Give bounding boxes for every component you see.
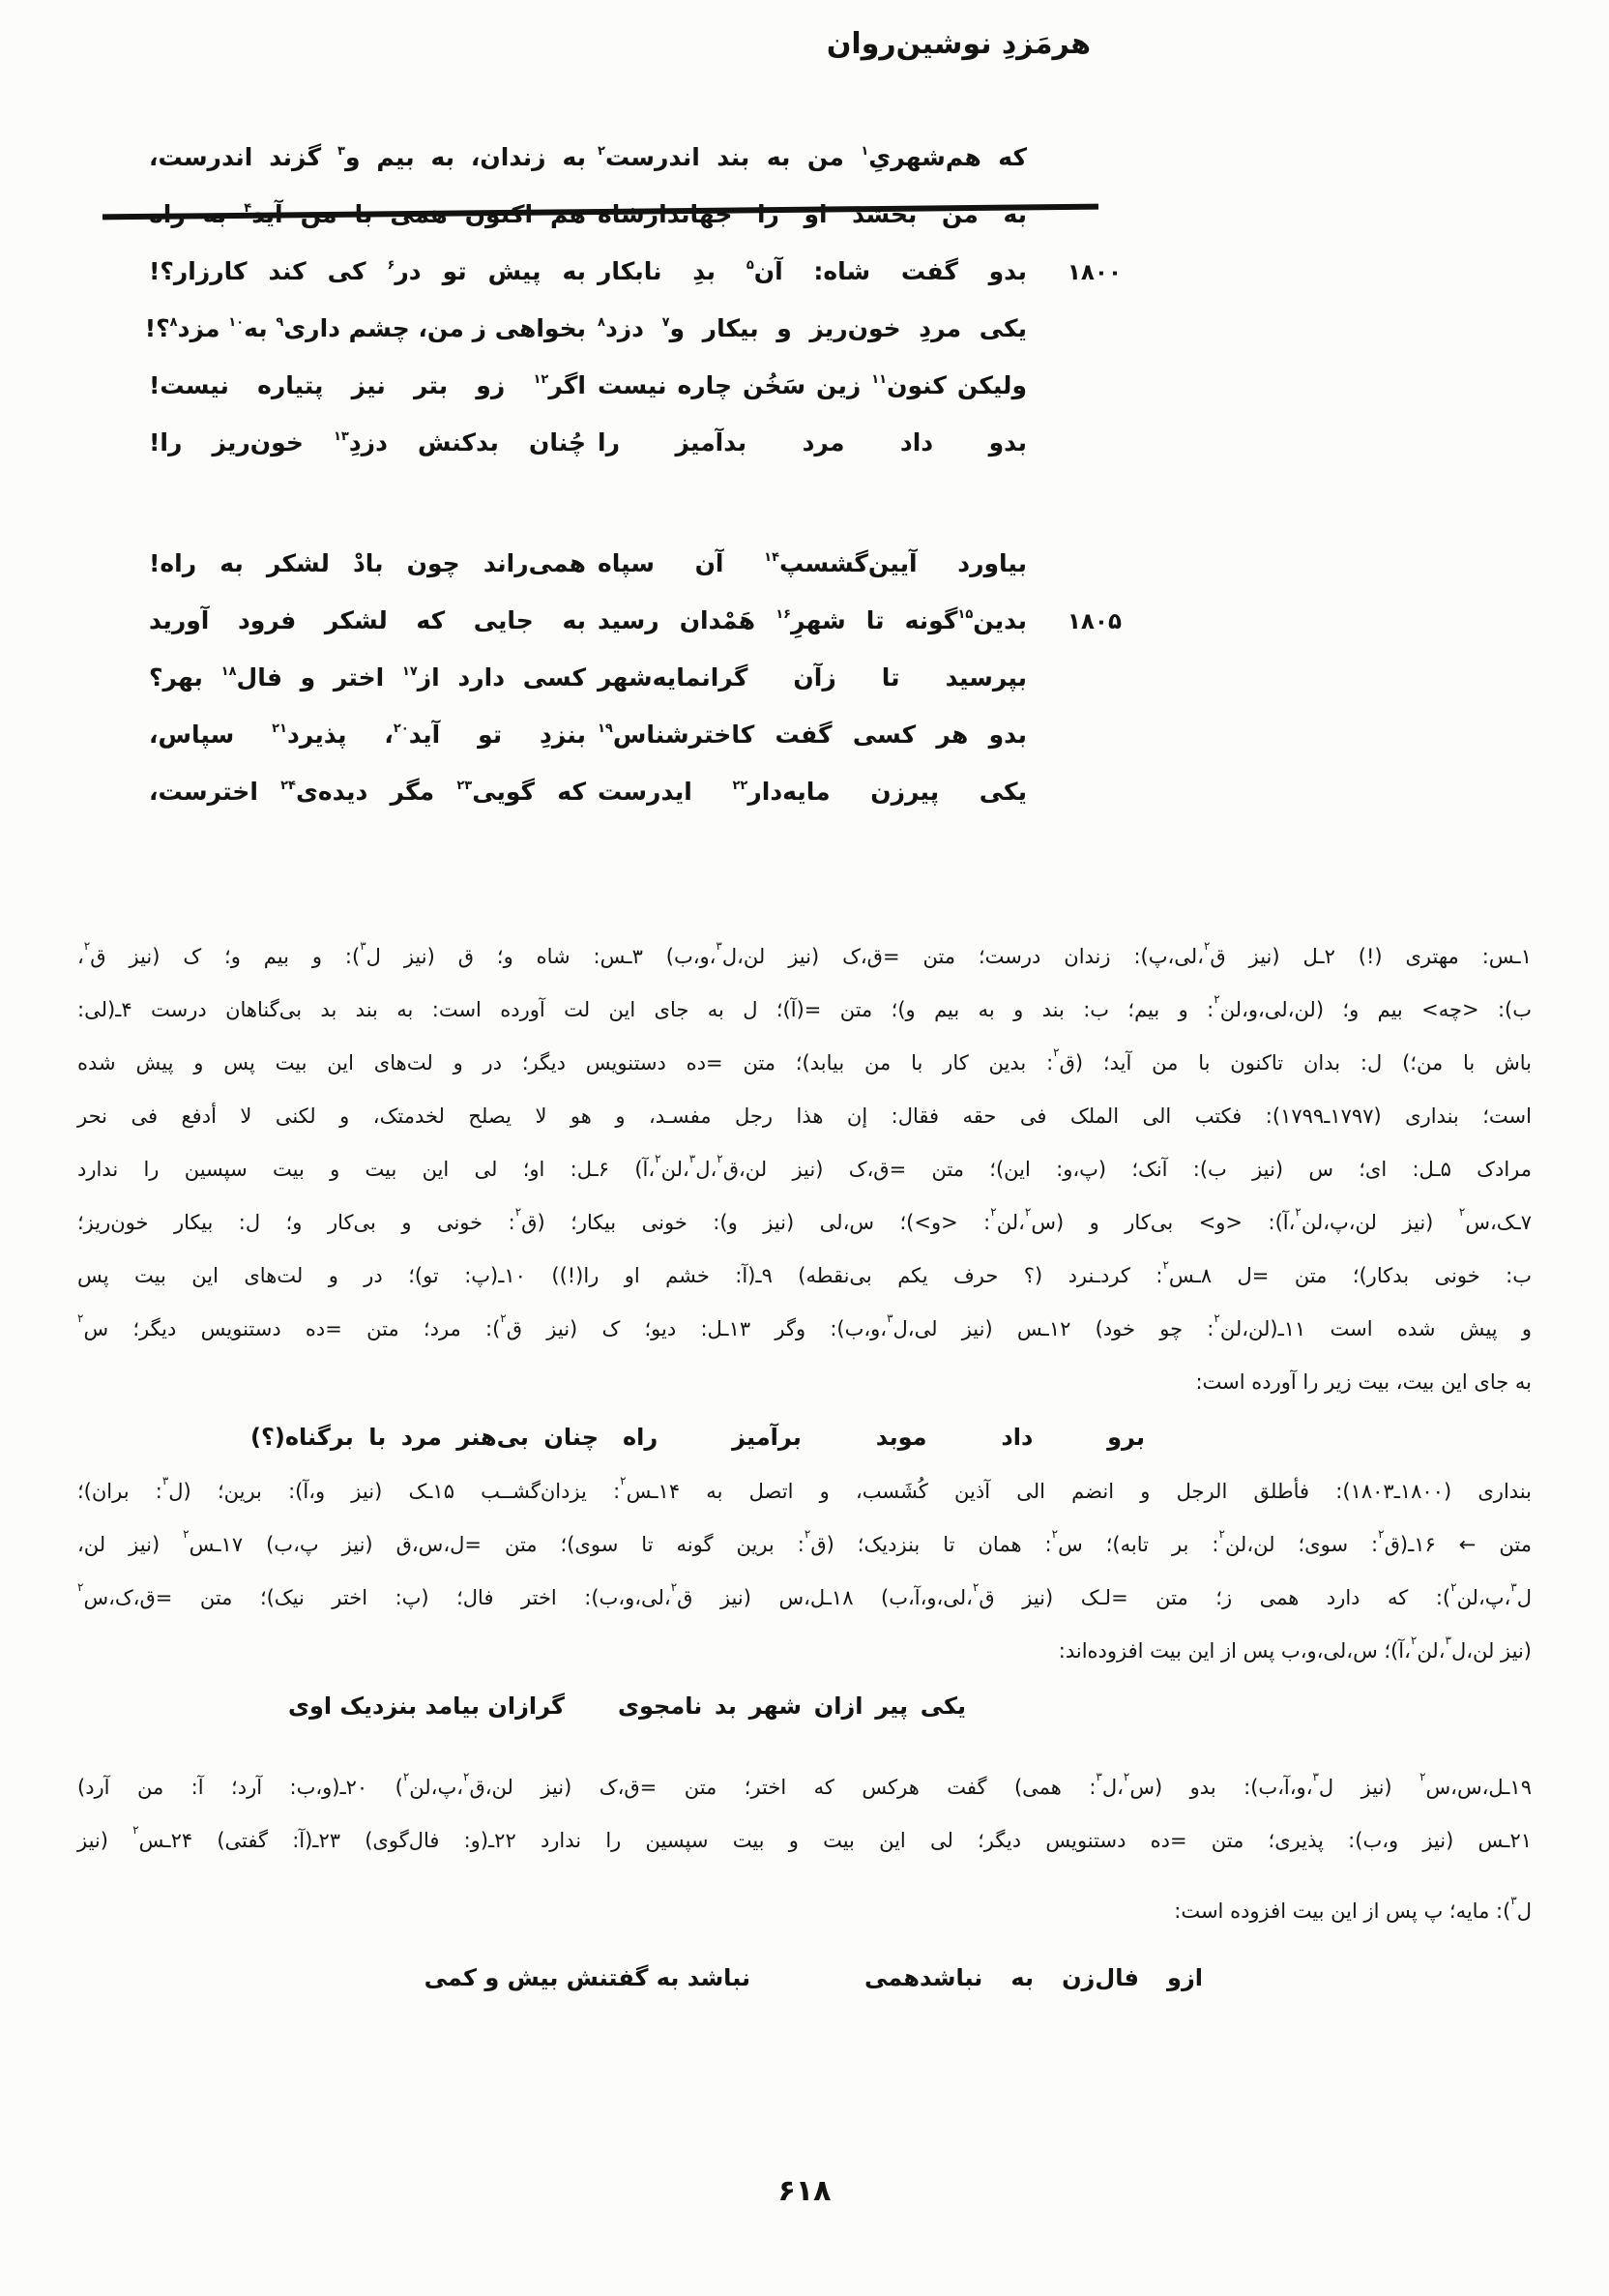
page-number: ۶۱۸ [777,2174,832,2208]
verse-line-number: ۱۸۰۵ [1067,609,1122,634]
apparatus-line: به جای این بیت، بیت زیر را آورده است: [1195,1370,1532,1394]
hemistich-right: یکی پیرزن مایه‌دار$^{۲۲}$ ایدرست [598,778,1027,806]
hemistich-right: به من بخشد او را جهاندارشاه [598,200,1027,228]
apparatus-line: است؛ بنداری (۱۷۹۷ـ۱۷۹۹): فکتب الی الملک فی حقه فقال: إن هذا رجل مفسـد، و هو لا یصلح لخدمتک، و لکنی لا أدفع فی نحر [77,1104,1532,1128]
poem-couplet [145,721,1122,778]
hemistich-left: که گویی$^{۲۳}$ مگر دیده‌ی$^{۲۴}$ اخترست، [149,778,586,806]
hemistich-left: به جایی که لشکر فرود آورید [149,606,586,634]
apparatus-verse-hemistich-left: چنان بی‌هنر مرد با برگناه(؟) [250,1424,599,1451]
hemistich-left: چُنان بدکنش دزدِ$^{۱۳}$ خون‌ریز را! [149,428,586,456]
poem-couplet [145,143,1122,200]
apparatus-line: بنداری (۱۸۰۰ـ۱۸۰۳): فأطلق الرجل و انضم الی آذین کُشَسب، و اتصل به ۱۴ـس$^۲$: یزدان‌گشــب ۱۵ـک (نیز و،آ): برین؛ (ل$^۳$: بران)؛ [77,1474,1532,1503]
apparatus-line: مرادک ۵ـل: ای؛ س (نیز ب): آنک؛ (پ،و: این)؛ متن =ق،ک (نیز لن،ق$^۲$،ل$^۳$،لن$^۲$،آ) ۶ـل: او؛ لی این بیت و بیت سپسین را ندارد [77,1152,1533,1181]
apparatus-verse [77,1409,1532,1465]
hemistich-right: ولیکن کنون$^{۱۱}$ زین سَخُن چاره نیست [598,371,1027,399]
apparatus-line: و پیش شده است ۱۱ـ(لن،لن$^۲$: چو خود) ۱۲ـس (نیز لی،ل$^۳$،و،ب): وگر ۱۳ـل: دیو؛ ک (نیز ق$^۲$): مرد؛ متن =ده دستنویس دیگر؛ س$^۲$ [77,1311,1533,1340]
apparatus-verse-hemistich-right: یکی پیر ازان شهر بد نامجوی [618,1693,966,1720]
apparatus-verse [77,1678,1532,1734]
apparatus-verse-hemistich-right: برو داد موبد برآمیز راه [623,1424,1145,1451]
verse-line-number: ۱۸۰۰ [1067,260,1122,285]
hemistich-left: بخواهی ز من، چشم داری$^۹$ به$^{۱۰}$ مزد$^۸$؟! [144,314,586,342]
apparatus-verse-hemistich-left: گرازان بیامد بنزدیک اوی [287,1693,565,1720]
poem-couplet [145,200,1122,257]
poem-couplet [145,314,1122,371]
apparatus-line: ب: خونی بدکار)؛ متن =ل ۸ـس$^۲$: کردـنرد (؟ حرف یکم بی‌نقطه) ۹ـ(آ: خشم او را(!)) ۱۰ـ(پ: تو)؛ در و لت‌های این بیت پس [77,1258,1532,1287]
hemistich-right: یکی مردِ خون‌ریز و بیکار و$^۷$ دزد$^۸$ [598,314,1027,342]
apparatus-line: متن ← ۱۶ـ(ق$^۲$: سوی؛ لن،لن$^۲$: بر تابه)؛ س$^۲$: همان تا بنزدیک؛ (ق$^۲$: برین گونه تا سوی)؛ متن =ل،س،ق (نیز پ،ب) ۱۷ـس$^۲$ (نیز لن، [77,1527,1532,1556]
apparatus-line: ل$^۳$،پ،لن$^۲$): که دارد همی ز؛ متن =لـک (نیز ق$^۲$،لی،و،آ،ب) ۱۸ـل،س (نیز ق$^۲$،لی،و،ب): اختر فال؛ (پ: اختر نیک)؛ متن =ق،ک،س$^۲$ [77,1580,1532,1609]
hemistich-right: بپرسید تا زآن گرانمایه‌شهر [598,663,1027,692]
hemistich-left: به زندان، به بیم و$^۳$ گزند اندرست، [149,143,586,171]
poem-couplet [145,549,1122,606]
apparatus-verse [77,1950,1532,2006]
hemistich-right: که هم‌شهریِ$^۱$ من به بند اندرست$^۲$ [598,143,1027,171]
poem-couplet [145,663,1122,721]
apparatus-verse-hemistich-left: نباشد به گفتنش بیش و کمی [424,1964,750,1991]
poem-section [145,143,1122,835]
apparatus-line: ۲۱ـس (نیز و،ب): پذیری؛ متن =ده دستنویس دیگر؛ لی این بیت و بیت سپسین را ندارد ۲۲ـ(و: فال‌گوی) ۲۳ـ(آ: گفتی) ۲۴ـس$^۲$ (نیز [77,1823,1532,1852]
apparatus-verse-hemistich-right: ازو فال‌زن به نباشدهمی [864,1964,1203,1991]
hemistich-left: هم اکنون همی با من آید$^۴$ به راه [149,200,586,228]
hemistich-left: همی‌راند چون بادْ لشکر به راه! [149,549,586,577]
hemistich-left: اگر$^{۱۲}$ زو بتر نیز پتیاره نیست! [149,371,586,399]
apparatus-line: باش با من؛) ل: بدان تاکنون با من آید؛ (ق$^۲$: بدین کار با من بیابد)؛ متن =ده دستنویس دیگر؛ در و لت‌های این بیت پس و پیش شده [77,1045,1532,1074]
hemistich-left: کسی دارد از$^{۱۷}$ اختر و فال$^{۱۸}$ بهر؟ [149,663,586,692]
apparatus-line: ۱۹ـل،س،س$^۲$ (نیز ل$^۳$،و،آ،ب): بدو (س$^۲$،ل$^۳$: همی) گفت هرکس که اختر؛ متن =ق،ک (نیز لن،ق$^۲$،پ،لن$^۲$) ۲۰ـ(و،ب: آرد؛ آ: من آرد) [77,1770,1532,1799]
poem-couplet [145,606,1122,663]
poem-couplet [145,257,1122,314]
page-header-title: هرمَزدِ نوشین‌روان [826,27,1091,61]
apparatus-line: ل$^۳$): مایه؛ پ پس از این بیت افزوده است: [1174,1894,1532,1923]
poem-couplet [145,428,1122,486]
apparatus-line: ۷ـک،س$^۲$ (نیز لن،پ،لن$^۲$،آ): <و> بی‌کار و (س$^۲$،لن$^۲$: <و>)؛ س،لی (نیز و): خونی بیکار؛ (ق$^۲$: خونی و بی‌کار و؛ ل: بیکار خون‌ریز؛ [77,1205,1532,1234]
hemistich-right: بدین$^{۱۵}$گونه تا شهرِ$^{۱۶}$ هَمْدان رسید [598,606,1027,634]
hemistich-right: بدو گفت شاه: آن$^۵$ بدِ نابکار [598,257,1027,285]
apparatus-line: ۱ـس: مهتری (!) ۲ـل (نیز ق$^۲$،لی،پ): زندان درست؛ متن =ق،ک (نیز لن،ل$^۳$،و،ب) ۳ـس: شاه و؛ ق (نیز ل$^۳$): و بیم و؛ ک (نیز ق$^۲$، [77,939,1532,968]
poem-couplet [145,371,1122,428]
poem-couplet [145,778,1122,835]
hemistich-right: بدو داد مرد بدآمیز را [598,428,1027,456]
apparatus-line: (نیز لن،ل$^۳$،لن$^۲$،آ)؛ س،لی،و،ب پس از این بیت افزوده‌اند: [1058,1634,1532,1663]
hemistich-right: بیاورد آیین‌گشسپ$^{۱۴}$ آن سپاه [598,549,1027,577]
hemistich-right: بدو هر کسی گفت کاخترشناس$^{۱۹}$ [598,721,1027,749]
apparatus-line: ب): <چه> بیم و؛ (لن،لی،و،لن$^۲$: و بیم؛ ب: بند و به بیم و)؛ متن =(آ)؛ ل به جای این لت آورده است: به بند بد بی‌گناهان درست ۴ـ(لی: [77,992,1532,1021]
hemistich-left: به پیش تو در$^۶$ کی کند کارزار؟! [149,257,587,285]
stanza-gap [145,486,1122,549]
hemistich-left: بنزدِ تو آید$^{۲۰}$، پذیرد$^{۲۱}$ سپاس، [149,721,586,749]
critical-apparatus [77,930,1532,2006]
